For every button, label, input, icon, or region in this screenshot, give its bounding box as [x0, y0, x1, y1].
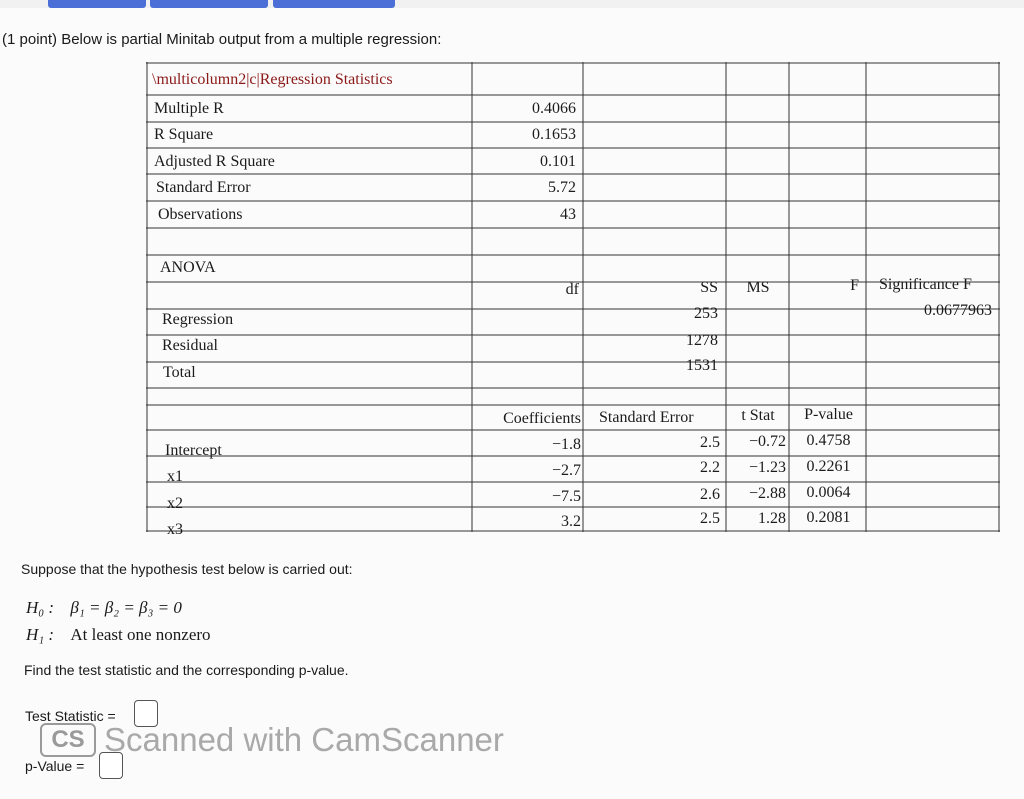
- watermark-text: Scanned with CamScanner: [104, 721, 504, 758]
- camscanner-logo-icon: CS: [40, 723, 96, 757]
- test-statistic-label: Test Statistic =: [25, 708, 116, 724]
- anova-row-label: Total: [163, 364, 196, 381]
- hypothesis-intro: Suppose that the hypothesis test below is carried out:: [21, 561, 353, 577]
- top-toolbar: [0, 0, 1024, 8]
- coef-row-label: x1: [167, 468, 183, 485]
- question-text: (1 point) Below is partial Minitab output from a multiple regression:: [2, 31, 442, 48]
- reg-stat-value: 0.101: [540, 153, 576, 170]
- coef-p-value: 0.0064: [806, 484, 851, 501]
- coef-t-value: 1.28: [758, 510, 786, 527]
- reg-stat-label: Adjusted R Square: [154, 153, 275, 170]
- coef-header-t-stat: t Stat: [741, 407, 775, 424]
- h1-label: H₁ :: [26, 625, 55, 644]
- anova-header-significance-f: Significance F: [879, 276, 972, 293]
- coef-row-label: x3: [167, 521, 183, 538]
- reg-stat-label: R Square: [154, 126, 214, 143]
- coef-se-value: 2.5: [700, 510, 720, 527]
- coef-value: −2.7: [551, 462, 581, 479]
- anova-header-ss: SS: [700, 279, 718, 296]
- coef-value: 3.2: [561, 513, 581, 530]
- h1-expression: At least one nonzero: [70, 625, 211, 644]
- reg-stat-label: Multiple R: [154, 100, 224, 117]
- coef-t-value: −1.23: [748, 459, 786, 476]
- h0-expression: β₁ = β₂ = β₃ = 0: [70, 598, 182, 617]
- reg-stat-value: 43: [560, 206, 576, 223]
- reg-stat-label: Standard Error: [156, 179, 251, 196]
- reg-stat-value: 0.1653: [532, 126, 576, 143]
- coef-row-label: x2: [167, 495, 183, 512]
- toolbar-button-3[interactable]: [273, 0, 395, 8]
- camscanner-watermark: [40, 720, 504, 760]
- coef-value: −1.8: [551, 436, 581, 453]
- anova-row-label: Regression: [162, 311, 234, 328]
- coef-header-coefficients: Coefficients: [503, 410, 581, 427]
- reg-stat-value: 0.4066: [532, 100, 576, 117]
- reg-stats-header: \multicolumn2|c|Regression Statistics: [152, 71, 393, 88]
- anova-ss-value: 1531: [686, 357, 718, 374]
- coef-t-value: −2.88: [748, 485, 786, 502]
- anova-title: ANOVA: [160, 259, 216, 276]
- coef-t-value: −0.72: [748, 433, 786, 450]
- coef-p-value: 0.2261: [806, 458, 851, 475]
- alt-hypothesis: [26, 625, 211, 645]
- reg-stat-label: Observations: [158, 206, 243, 223]
- anova-header-df: df: [565, 281, 579, 298]
- coef-value: −7.5: [551, 488, 581, 505]
- anova-row-label: Residual: [162, 337, 218, 354]
- coef-se-value: 2.6: [700, 486, 720, 503]
- toolbar-button-2[interactable]: [150, 0, 268, 8]
- coef-header-standard-error: Standard Error: [599, 409, 694, 426]
- p-value-label: p-Value =: [25, 758, 85, 774]
- h0-label: H₀ :: [26, 598, 55, 617]
- toolbar-button-1[interactable]: [48, 0, 146, 8]
- reg-stat-value: 5.72: [548, 179, 576, 196]
- anova-sigf-value: 0.0677963: [924, 302, 992, 319]
- coef-p-value: 0.4758: [806, 432, 851, 449]
- find-instruction: Find the test statistic and the corresponding p-value.: [24, 662, 349, 678]
- anova-header-f: F: [850, 277, 859, 294]
- coef-se-value: 2.2: [700, 459, 720, 476]
- regression-output-table: [146, 62, 1000, 538]
- coef-header-p-value: P-value: [804, 406, 853, 423]
- anova-ss-value: 1278: [686, 332, 718, 349]
- anova-ss-value: 253: [694, 305, 718, 322]
- anova-header-ms: MS: [746, 279, 770, 296]
- coef-se-value: 2.5: [700, 434, 720, 451]
- coef-p-value: 0.2081: [806, 509, 851, 526]
- null-hypothesis: [26, 598, 182, 618]
- coef-row-label: Intercept: [165, 442, 222, 459]
